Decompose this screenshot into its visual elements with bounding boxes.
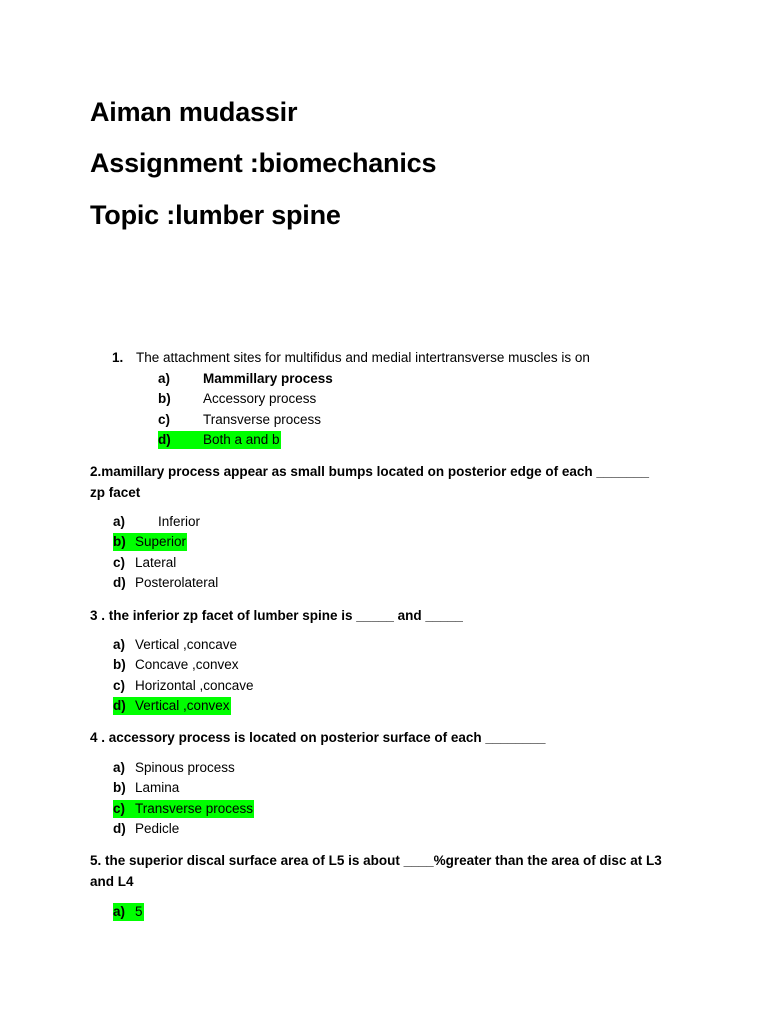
question-1-text: The attachment sites for multifidus and medial intertransverse muscles is on: [136, 350, 590, 365]
option-letter: a): [113, 760, 126, 775]
option-letter: c): [158, 412, 171, 427]
question-1-option-b: [158, 390, 316, 408]
option-label: Vertical ,convex: [135, 698, 230, 713]
question-1-option-d-highlighted: [158, 431, 281, 449]
option-letter: a): [113, 514, 126, 529]
option-letter: b): [113, 657, 126, 672]
question-4-option-a: [113, 759, 235, 777]
question-4-text: 4 . accessory process is located on posterior surface of each ________: [90, 730, 546, 745]
option-label: Accessory process: [203, 391, 317, 406]
question-1-number: 1.: [112, 350, 124, 365]
question-3-option-d-highlighted: [113, 697, 231, 715]
option-label: Posterolateral: [135, 575, 219, 590]
question-3-option-a: [113, 636, 237, 654]
question-5-option-a-highlighted: [113, 903, 144, 921]
question-4-option-b: [113, 779, 179, 797]
question-1-option-a: [158, 370, 333, 388]
option-label: Pedicle: [135, 821, 180, 836]
question-3-option-c: [113, 677, 254, 695]
option-letter: a): [113, 904, 126, 919]
topic-title: Topic :lumber spine: [90, 200, 341, 230]
option-letter: d): [113, 698, 126, 713]
option-label: Transverse process: [203, 412, 322, 427]
option-label: 5: [135, 904, 143, 919]
option-label: Both a and b: [203, 432, 280, 447]
assignment-title: Assignment :biomechanics: [90, 148, 437, 178]
option-label: Superior: [135, 534, 187, 549]
option-letter: a): [113, 637, 126, 652]
option-label: Mammillary process: [203, 371, 333, 386]
question-3-text: 3 . the inferior zp facet of lumber spine is _____ and _____: [90, 608, 463, 623]
option-letter: c): [113, 555, 126, 570]
question-2-option-d: [113, 574, 218, 592]
option-label: Transverse process: [135, 801, 254, 816]
option-label: Spinous process: [135, 760, 235, 775]
option-letter: b): [113, 780, 126, 795]
option-letter: d): [113, 575, 126, 590]
question-4-option-c-highlighted: [113, 800, 254, 818]
option-label: Lamina: [135, 780, 180, 795]
option-letter: b): [158, 391, 171, 406]
option-label: Horizontal ,concave: [135, 678, 254, 693]
option-letter: d): [113, 821, 126, 836]
question-5-text: 5. the superior discal surface area of L5 is about ____%greater than the area of disc at L3 and L4: [90, 853, 662, 889]
option-label: Lateral: [135, 555, 177, 570]
option-letter: c): [113, 678, 126, 693]
question-2-option-a: [113, 513, 200, 531]
question-2-option-c: [113, 554, 176, 572]
option-letter: c): [113, 801, 126, 816]
option-label: Inferior: [158, 514, 201, 529]
option-letter: a): [158, 371, 171, 386]
question-1-option-c: [158, 411, 321, 429]
question-2-text: 2.mamillary process appear as small bumps located on posterior edge of each _______ zp facet: [90, 464, 649, 500]
question-3-option-b: [113, 656, 239, 674]
question-4-option-d: [113, 820, 179, 838]
option-letter: d): [158, 432, 171, 447]
option-label: Vertical ,concave: [135, 637, 238, 652]
option-letter: b): [113, 534, 126, 549]
option-label: Concave ,convex: [135, 657, 239, 672]
author-name: Aiman mudassir: [90, 97, 298, 127]
question-2-option-b-highlighted: [113, 533, 187, 551]
